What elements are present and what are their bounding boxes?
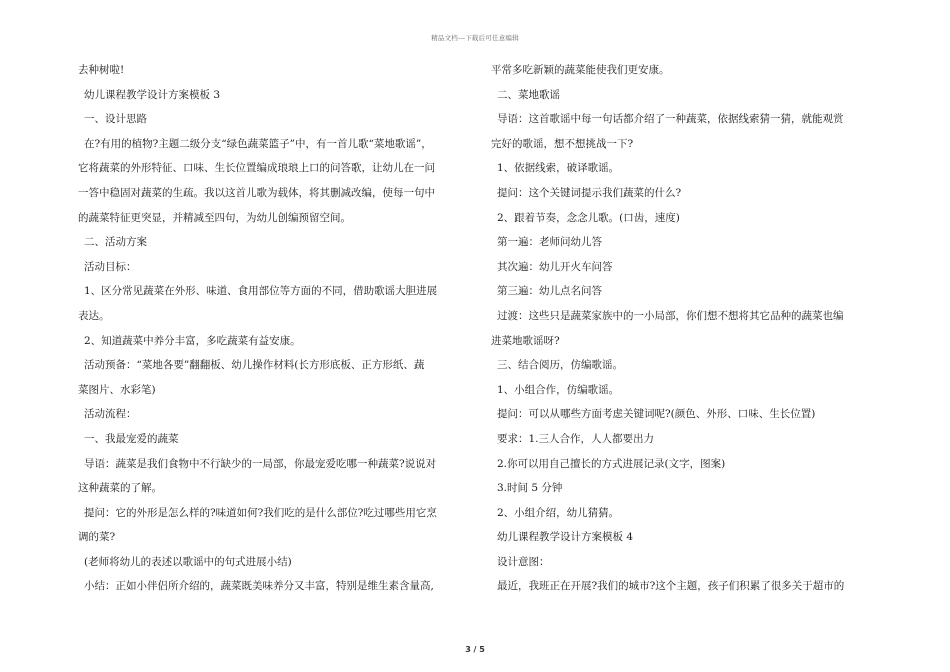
text-line: 完好的歌谣，想不想挑战一下? [491, 137, 634, 150]
text-line: 要求：1.三人合作，人人都要出力 [497, 432, 655, 445]
text-line: 活动目标： [84, 260, 137, 273]
text-line: 1、区分常见蔬菜在外形、味道、食用部位等方面的不同，借助歌谣大胆进展 [84, 285, 438, 298]
text-line: 进菜地歌谣呀? [491, 334, 560, 347]
text-line: 提问：它的外形是怎么样的?味道如何?我们吃的是什么部位?吃过哪些用它烹 [84, 506, 437, 519]
text-line: 提问：可以从哪些方面考虑关键词呢?(颜色、外形、口味、生长位置) [497, 408, 816, 421]
text-line: 菜图片、水彩笔) [78, 383, 156, 396]
text-line: (老师将幼儿的表述以歌谣中的句式进展小结) [84, 555, 292, 568]
text-line: 其次遍：幼儿开火车问答 [497, 260, 613, 273]
text-line: 表达。 [78, 309, 110, 322]
text-line: 导语：蔬菜是我们食物中不行缺少的一局部，你最宠爱吃哪一种蔬菜?说说对 [84, 457, 437, 470]
text-line: 设计意图： [497, 555, 550, 568]
text-line: 2、跟着节奏，念念儿歌。(口齿，速度) [497, 211, 680, 224]
text-line: 2.你可以用自己擅长的方式进展记录(文字，图案) [497, 457, 726, 470]
text-line: 二、活动方案 [84, 236, 147, 249]
page-header: 精品文档---下载后可任意编辑 [431, 34, 519, 42]
text-line: 活动流程： [84, 408, 137, 421]
text-line: 调的菜? [78, 531, 116, 544]
text-line: 过渡：这些只是蔬菜家族中的一小局部，你们想不想将其它品种的蔬菜也编 [497, 309, 844, 322]
text-line: 第一遍：老师问幼儿答 [497, 236, 602, 249]
left-text-column [78, 58, 470, 599]
text-line: 平常多吃新颖的蔬菜能使我们更安康。 [491, 64, 670, 76]
text-line: 三、结合阅历，仿编歌谣。 [497, 359, 623, 372]
text-line: 去种树啦! [78, 64, 125, 76]
text-line: 2、知道蔬菜中养分丰富，多吃蔬菜有益安康。 [84, 334, 301, 347]
text-line: 幼儿课程教学设计方案模板 3 [84, 88, 221, 101]
text-line: 1、依据线索，破译歌谣。 [497, 162, 620, 175]
text-line: 一答中稳固对蔬菜的生疏。我以这首儿歌为载体，将其删减改编，使每一句中 [78, 186, 435, 199]
right-text-column [491, 58, 883, 599]
text-line: 它将蔬菜的外形特征、口味、生长位置编成琅琅上口的问答歌，让幼儿在一问 [78, 162, 435, 175]
text-line: 第三遍：幼儿点名问答 [497, 285, 602, 298]
text-line: 这种蔬菜的了解。 [78, 482, 162, 495]
text-line: 最近，我班正在开展?我们的城市?这个主题，孩子们积累了很多关于超市的 [497, 580, 845, 593]
text-line: 导语：这首歌谣中每一句话都介绍了一种蔬菜，依据线索猜一猜，就能观赏 [497, 113, 844, 126]
text-line: 的蔬菜特征更突显，并精减至四句，为幼儿创编预留空间。 [78, 211, 351, 224]
text-line: 1、小组合作，仿编歌谣。 [497, 383, 620, 396]
page-number: 3 / 5 [465, 645, 485, 654]
text-line: 二、菜地歌谣 [497, 88, 560, 101]
text-line: 提问：这个关键词提示我们蔬菜的什么? [497, 186, 682, 199]
text-line: 2、小组介绍，幼儿猜猜。 [497, 506, 620, 519]
text-line: 幼儿课程教学设计方案模板 4 [497, 531, 634, 544]
text-line: 在?有用的植物?主题二级分支“绿色蔬菜篮子”中，有一首儿歌“菜地歌谣”， [84, 137, 432, 150]
text-line: 一、我最宠爱的蔬菜 [84, 432, 179, 445]
text-line: 一、设计思路 [84, 113, 147, 126]
text-line: 3.时间 5 分钟 [497, 482, 563, 495]
text-line: 活动预备：“菜地各要”翻翻板、幼儿操作材料(长方形底板、正方形纸、蔬 [84, 359, 425, 372]
text-line: 小结：正如小伴侣所介绍的，蔬菜既美味养分又丰富，特别是维生素含量高, [84, 580, 434, 593]
